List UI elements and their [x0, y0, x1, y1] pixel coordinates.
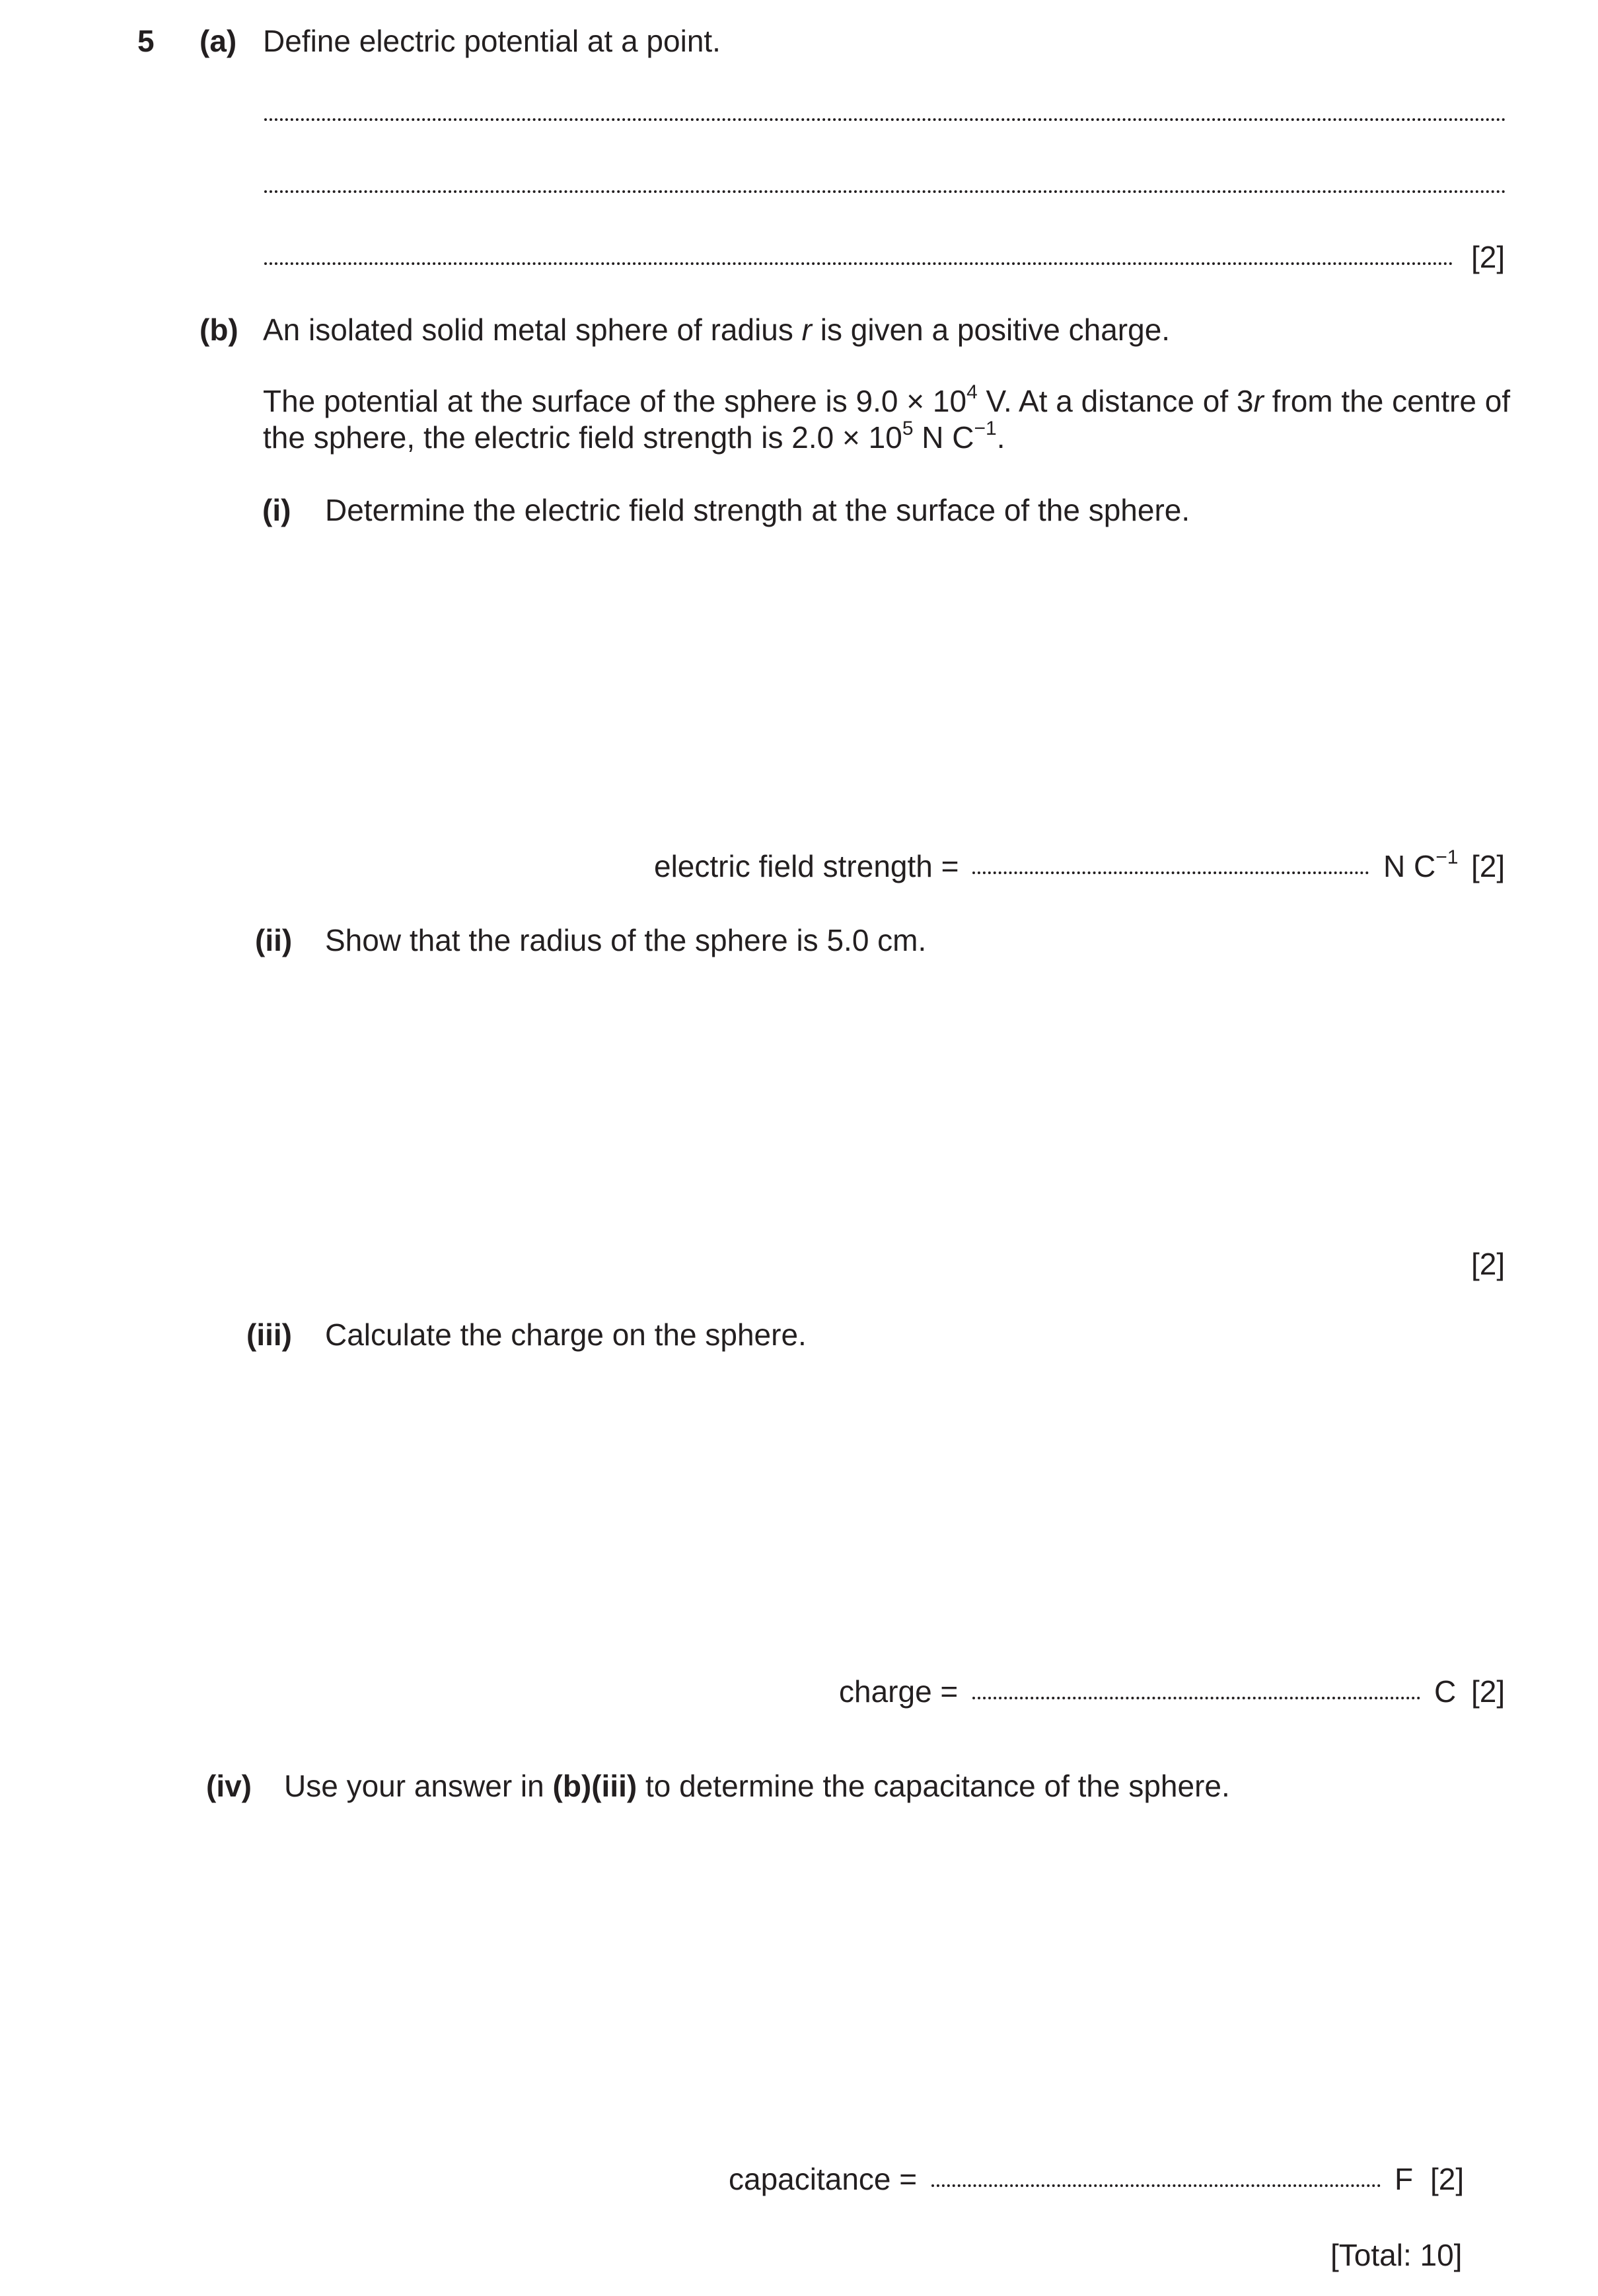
sub-i-answer-label: electric field strength = — [654, 849, 959, 883]
sub-iv-unit: F — [1395, 2162, 1414, 2196]
part-b-label: (b) — [200, 313, 238, 347]
part-a-prompt: Define electric potential at a point. — [263, 24, 721, 58]
answer-line-a3[interactable] — [264, 262, 1453, 265]
sub-iii-answer-label: charge = — [839, 1674, 959, 1709]
part-b-intro: An isolated solid metal sphere of radius r is given a positive charge. — [263, 313, 1171, 347]
sub-iv-marks: [2] — [1430, 2162, 1465, 2196]
sub-ii-label: (ii) — [255, 923, 293, 957]
answer-line-a1[interactable] — [264, 118, 1506, 121]
part-b-info-line-1: The potential at the surface of the sphere is $9.0 \times 10^4$ V. At a distance of 3r from the centre of — [263, 381, 1511, 418]
sub-iv-answer-label: capacitance = — [729, 2162, 918, 2196]
sub-i-unit: N $C^{-1}$ — [1383, 846, 1459, 883]
sub-ii-marks: [2] — [1471, 1247, 1506, 1281]
sub-i-answer-line[interactable] — [972, 871, 1369, 874]
sub-i-prompt: Determine the electric field strength at the surface of the sphere. — [325, 493, 1190, 527]
part-a-marks: [2] — [1471, 240, 1506, 274]
sub-iii-marks: [2] — [1471, 1674, 1506, 1709]
sub-iii-answer-line[interactable] — [972, 1697, 1420, 1699]
sub-i-marks: [2] — [1471, 849, 1506, 883]
sub-i-label: (i) — [262, 493, 291, 527]
answer-line-a2[interactable] — [264, 190, 1506, 193]
part-a-label: (a) — [200, 24, 237, 58]
sub-iii-unit: C — [1434, 1674, 1457, 1709]
part-b-info-line-2: the sphere, the electric field strength is $2.0 \times 10^5$ N $C^{-1}$. — [263, 418, 1005, 455]
sub-iv-answer-line[interactable] — [931, 2184, 1381, 2187]
sub-ii-prompt: Show that the radius of the sphere is 5.0 cm. — [325, 923, 927, 957]
question-number: 5 — [137, 24, 155, 58]
sub-iv-prompt: Use your answer in (b)(iii) to determine the capacitance of the sphere. — [284, 1769, 1230, 1803]
sub-iii-prompt: Calculate the charge on the sphere. — [325, 1317, 807, 1352]
sub-iii-label: (iii) — [246, 1317, 292, 1352]
sub-iv-label: (iv) — [206, 1769, 252, 1803]
total-marks: [Total: 10] — [1330, 2238, 1463, 2272]
